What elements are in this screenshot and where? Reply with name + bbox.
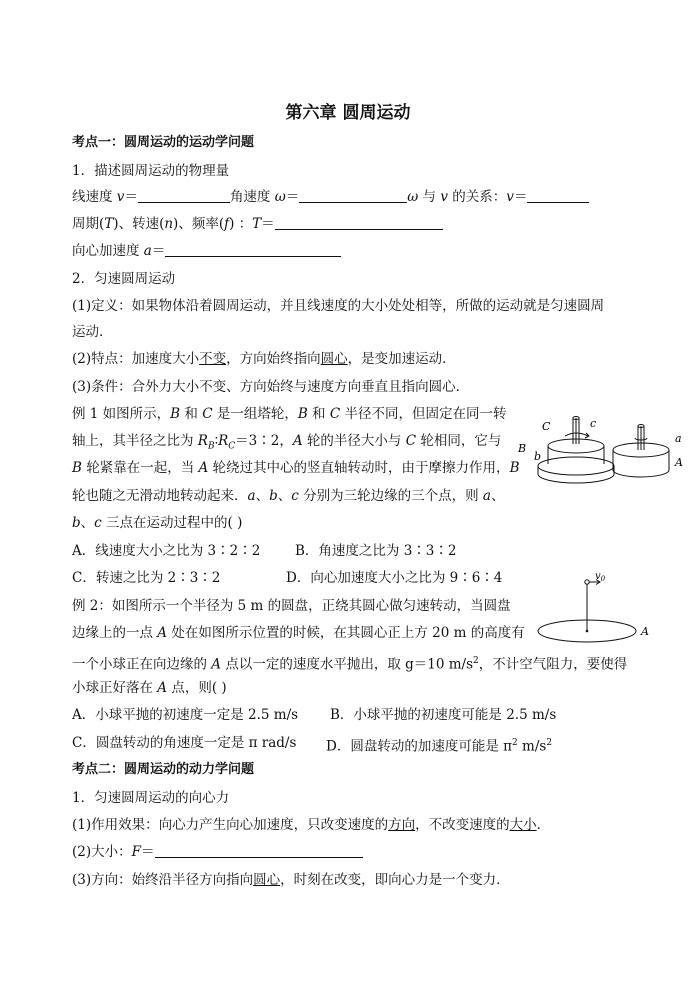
fig1-label-C: C bbox=[542, 420, 551, 433]
pulley-figure bbox=[510, 408, 690, 500]
ex1-line4: 轮也随之无滑动地转动起来．a、b、c 分别为三轮边缘的三个点，则 a、 bbox=[72, 488, 505, 504]
blank-angular-velocity bbox=[299, 188, 407, 203]
blank-relation bbox=[527, 188, 589, 203]
ex2-option-c: C．圆盘转动的角速度一定是 π rad/s bbox=[72, 735, 297, 751]
definition-line1: (1)定义：如果物体沿着圆周运动，并且线速度的大小处处相等，所做的运动就是匀速圆周 bbox=[72, 298, 605, 314]
section2-heading: 考点二：圆周运动的动力学问题 bbox=[72, 762, 255, 777]
ex1-option-c: C．转速之比为 2∶3∶2 bbox=[72, 570, 221, 586]
ex2-line1: 例 2：如图所示一个半径为 5 m 的圆盘，正绕其圆心做匀速转动，当圆盘 bbox=[72, 598, 511, 614]
ex2-line4: 小球正好落在 A 点，则( ) bbox=[72, 680, 227, 696]
acceleration-line: 向心加速度 a＝ bbox=[72, 242, 341, 260]
section1-heading: 考点一：圆周运动的运动学问题 bbox=[72, 135, 255, 150]
ex1-line3: B 轮紧靠在一起，当 A 轮绕过其中心的竖直轴转动时，由于摩擦力作用，B bbox=[72, 460, 520, 476]
blank-force bbox=[155, 843, 363, 858]
fig1-label-b: b bbox=[534, 450, 542, 463]
sec2-p1-title: 1．匀速圆周运动的向心力 bbox=[72, 790, 230, 806]
sec1-p1-title: 1．描述圆周运动的物理量 bbox=[72, 163, 230, 179]
ex1-line5: b、c 三点在运动过程中的( ) bbox=[72, 515, 243, 531]
ex2-option-b: B．小球平抛的初速度可能是 2.5 m/s bbox=[330, 707, 557, 723]
ex2-line2: 边缘上的一点 A 处在如图所示位置的时候，在其圆心正上方 20 m 的高度有 bbox=[72, 625, 525, 641]
ex1-line2: 轴上，其半径之比为 $R_B∶R_C=3∶2$，A 轮的半径大小与 C 轮相同，它与 bbox=[72, 433, 502, 452]
disc-figure bbox=[535, 570, 660, 650]
period-line: 周期(T)、转速(n)、频率(f) ：T＝ bbox=[72, 215, 443, 233]
fig1-label-c: c bbox=[590, 417, 597, 430]
fig1-label-A: A bbox=[675, 456, 683, 469]
direction-line: (3)方向：始终沿半径方向指向圆心，时刻在改变，即向心力是一个变力． bbox=[72, 872, 510, 888]
blank-acceleration bbox=[165, 242, 341, 257]
blank-period bbox=[275, 215, 443, 230]
feature-line: (2)特点：加速度大小不变，方向始终指向圆心，是变加速运动． bbox=[72, 351, 456, 367]
chapter-title: 第六章 圆周运动 bbox=[285, 103, 411, 123]
definition-line2: 运动． bbox=[72, 324, 113, 340]
ex2-line3: 一个小球正在向边缘的 A 点以一定的速度水平抛出，取 g＝10 $m/s^2$，不计空气阻力，要使得 bbox=[72, 656, 628, 673]
ex1-line1: 例 1 如图所示，B 和 C 是一组塔轮，B 和 C 半径不同，但固定在同一转 bbox=[72, 406, 507, 422]
sec1-p2-title: 2．匀速圆周运动 bbox=[72, 271, 176, 287]
fig2-label-v0: $v_0$ bbox=[595, 571, 606, 583]
size-line: (2)大小：F＝ bbox=[72, 843, 363, 861]
fig2-label-A: A bbox=[641, 625, 649, 638]
ex1-option-d: D．向心加速度大小之比为 9∶6∶4 bbox=[286, 570, 503, 586]
fig1-label-a: a bbox=[675, 432, 682, 445]
ex1-option-a: A．线速度大小之比为 3∶2∶2 bbox=[72, 543, 261, 559]
blank-linear-velocity bbox=[138, 188, 230, 203]
ex2-option-d: D．圆盘转动的加速度可能是 $\pi^2$ $m/s^2$ bbox=[326, 738, 553, 755]
fig1-label-B: B bbox=[518, 442, 527, 455]
effect-line: (1)作用效果：向心力产生向心加速度，只改变速度的方向，不改变速度的大小． bbox=[72, 817, 551, 833]
ex1-option-b: B．角速度之比为 3∶3∶2 bbox=[295, 543, 457, 559]
condition-line: (3)条件：合外力大小不变、方向始终与速度方向垂直且指向圆心． bbox=[72, 379, 470, 395]
ex2-option-a: A．小球平抛的初速度一定是 2.5 m/s bbox=[72, 707, 299, 723]
velocity-line: 线速度 v＝ 角速度 ω＝ ω 与 v 的关系：v＝ bbox=[72, 188, 589, 206]
